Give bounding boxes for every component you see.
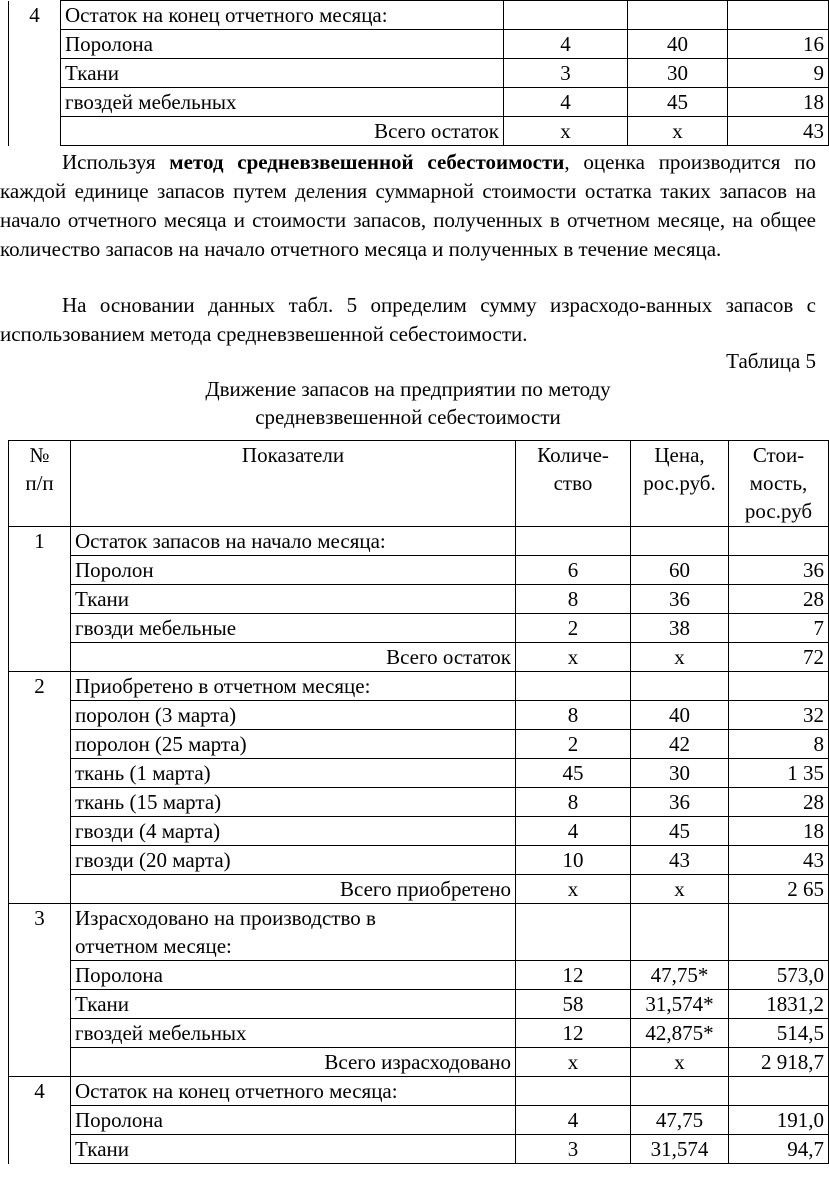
qty-cell: 3 [504,59,628,88]
row-number: 1 [9,527,71,672]
cost-cell: 94,7 [729,1135,829,1164]
qty-cell: 4 [504,88,628,117]
row-label: Ткани [71,585,516,614]
qty-cell: 12 [516,1019,631,1048]
cost-cell: 2 918,7 [729,1048,829,1077]
cost-cell: 1831,2 [729,990,829,1019]
qty-cell: х [516,1048,631,1077]
total-label: Всего остаток [71,643,516,672]
price-cell: 45 [628,88,728,117]
cost-cell: 43 [728,117,829,146]
paragraph-lead: Используя [62,150,156,174]
header-quantity: Количе- ство [516,441,631,527]
cost-cell: 28 [729,788,829,817]
total-label: Всего израсходовано [71,1048,516,1077]
header-indicators: Показатели [71,441,516,527]
row-label: гвозди мебельные [71,614,516,643]
qty-cell: 6 [516,556,631,585]
total-label: Всего приобретено [71,875,516,904]
price-cell: 60 [631,556,729,585]
row-number: 4 [9,1077,71,1164]
price-cell: 30 [631,759,729,788]
price-cell: 43 [631,846,729,875]
price-cell: 31,574 [631,1135,729,1164]
qty-cell: 4 [504,30,628,59]
cost-cell: 18 [729,817,829,846]
price-cell: х [631,1048,729,1077]
header-cost: Стои- мость, рос.руб [729,441,829,527]
qty-cell: х [504,117,628,146]
qty-cell: 12 [516,961,631,990]
qty-cell: 4 [516,1106,631,1135]
qty-cell: 8 [516,788,631,817]
cost-cell: 18 [728,88,829,117]
price-cell: 36 [631,585,729,614]
cost-cell: 514,5 [729,1019,829,1048]
cost-cell: 191,0 [729,1106,829,1135]
header-price: Цена, рос.руб. [631,441,729,527]
cost-cell: 8 [729,730,829,759]
row-number: 4 [9,1,61,146]
price-cell: х [631,875,729,904]
price-cell: 42,875* [631,1019,729,1048]
price-cell: 38 [631,614,729,643]
qty-cell: 3 [516,1135,631,1164]
row-label: поролон (25 марта) [71,730,516,759]
table-title-line1: Движение запасов на предприятии по методу [205,377,611,401]
table-title-line2: средневзвешенной себестоимости [255,405,561,429]
qty-cell: х [516,643,631,672]
qty-cell: 2 [516,730,631,759]
paragraph-method [0,148,816,264]
row-label: гвоздей мебельных [61,88,504,117]
cost-cell: 32 [729,701,829,730]
cost-cell: 1 35 [729,759,829,788]
price-cell: 40 [628,30,728,59]
row-number: 3 [9,904,71,1077]
row-label: поролон (3 марта) [71,701,516,730]
row-label: гвозди (4 марта) [71,817,516,846]
row-label: Поролона [61,30,504,59]
section-title: Приобретено в отчетном месяце: [71,672,516,701]
row-label: Ткани [71,990,516,1019]
paragraph-rest: , оценка производится по каждой единице запасов путем деления суммарной стоимости остатка таких запасов на начало отчетного месяца и стоимости запасов, полученных в отчетном месяце, на общее количество запасов на начало отчетного месяца и полученных в течение месяца. [0,150,816,261]
row-number: 2 [9,672,71,904]
price-cell: х [631,643,729,672]
row-label: ткань (15 марта) [71,788,516,817]
cost-cell: 573,0 [729,961,829,990]
header-number: № п/п [9,441,71,527]
price-cell: 45 [631,817,729,846]
paragraph-bold-term: метод средневзвешенной себестоимости [169,150,565,174]
qty-cell: 58 [516,990,631,1019]
row-label: Поролон [71,556,516,585]
row-label: Поролона [71,961,516,990]
price-cell: 47,75* [631,961,729,990]
section-title: Остаток на конец отчетного месяца: [61,1,504,30]
section-title: Остаток на конец отчетного месяца: [71,1077,516,1106]
paragraph-intro-table: На основании данных табл. 5 определим сумму израсходо-ванных запасов с использованием метода средневзвешенной себестоимости. [0,293,816,346]
price-cell: 31,574* [631,990,729,1019]
total-label: Всего остаток [61,117,504,146]
qty-cell: 45 [516,759,631,788]
row-label: Ткани [61,59,504,88]
qty-cell: 10 [516,846,631,875]
cost-cell: 72 [729,643,829,672]
section-title: Остаток запасов на начало месяца: [71,527,516,556]
price-cell: 30 [628,59,728,88]
qty-cell: 8 [516,701,631,730]
price-cell: 42 [631,730,729,759]
cost-cell: 9 [728,59,829,88]
table-main [8,440,829,1164]
row-label: Поролона [71,1106,516,1135]
cost-cell: 16 [728,30,829,59]
row-label: ткань (1 марта) [71,759,516,788]
qty-cell: х [516,875,631,904]
price-cell: 36 [631,788,729,817]
table-label: Таблица 5 [726,349,816,373]
qty-cell: 2 [516,614,631,643]
cost-cell: 2 65 [729,875,829,904]
cost-cell: 36 [729,556,829,585]
cost-cell: 43 [729,846,829,875]
table-top-fragment [8,0,829,146]
cost-cell: 7 [729,614,829,643]
row-label: гвозди (20 марта) [71,846,516,875]
qty-cell: 4 [516,817,631,846]
price-cell: 47,75 [631,1106,729,1135]
price-cell: х [628,117,728,146]
qty-cell: 8 [516,585,631,614]
row-label: гвоздей мебельных [71,1019,516,1048]
section-title: Израсходовано на производство в отчетном месяце: [71,904,516,961]
row-label: Ткани [71,1135,516,1164]
cost-cell: 28 [729,585,829,614]
price-cell: 40 [631,701,729,730]
